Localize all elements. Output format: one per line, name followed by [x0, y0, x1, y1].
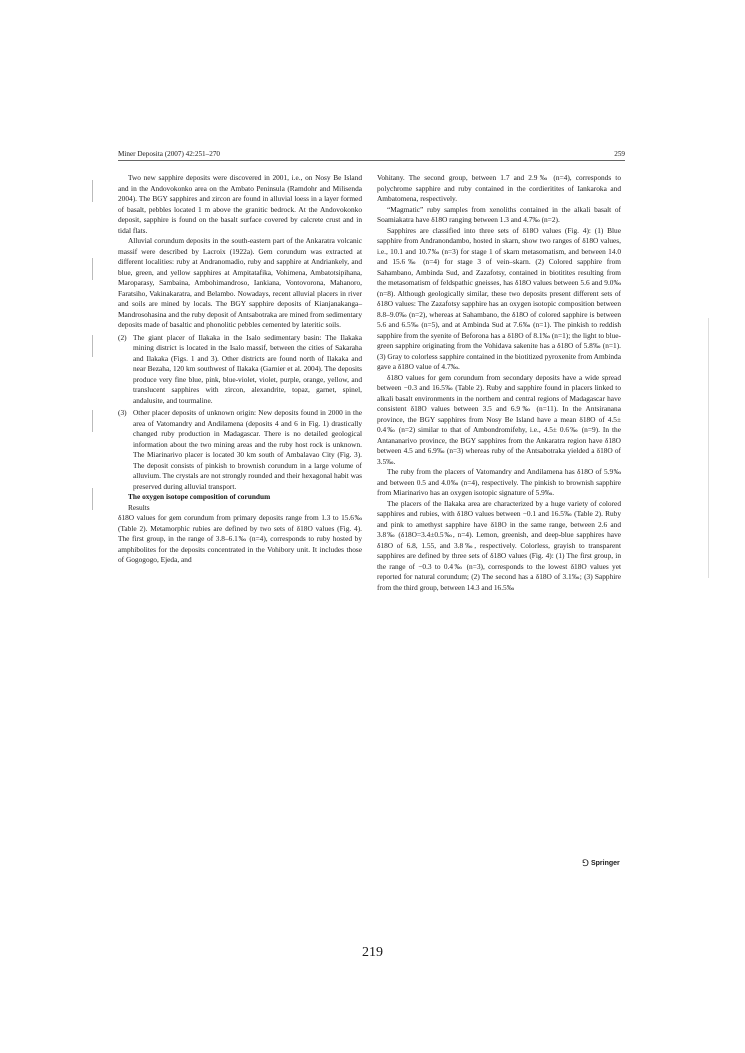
paragraph: The placers of the Ilakaka area are characterized by a huge variety of colored sapphires and rubies, with δ18O values between −0.1 and 16.5‰ (Table 2). Ruby and pink to amethyst sapphire have δ18O in the same range, between 2.6 and 3.8‰ (δ18O=3.4±0.5‰, n=4). Lemon, greenish, and deep-blue sapphires have δ18O of 6.8, 1.55, and 3.8‰, respectively. Colorless, grayish to transparent sapphires are defined by three sets of δ18O values (Fig. 4): (1) The first group, in the range of −0.3 to 0.4‰ (n=3), corresponds to the lowest δ18O values yet reported for natural corundum; (2) The second has a δ18O of 3.1‰; (3) Sapphire from the third group, between 14.3 and 16.5‰ — [377, 498, 621, 592]
list-item-text: Other placer deposits of unknown origin: New deposits found in 2000 in the area of Vatomandry and Andilamena (deposits 4 and 6 in Fig. 1) drastically changed ruby production in Madagascar. There is no detailed geological information about the two mining areas and the ruby host rock is unknown. The Miarinarivo placer is located 30 km south of Ambalavao City (Fig. 3). The deposit consists of pinkish to brownish corundum in a large volume of alluvium. The crystals are not strongly rounded and their hexagonal habit was preserved during alluvial transport. — [133, 408, 362, 491]
journal-citation: Miner Deposita (2007) 42:251–270 — [118, 150, 221, 158]
paragraph: δ18O values for gem corundum from secondary deposits have a wide spread between −0.3 and 16.5‰ (Table 2). Ruby and sapphire found in placers linked to alkali basalt environments in the northern and central regions of Madagascar have consistent δ18O values between 3.5 and 6.9‰ (n=11). In the Antsiranana province, the BGY sapphires from Nosy Be Island have a mean δ18O of 4.5± 0.4‰ (n=2) similar to that of Ambondromifehy, i.e., 4.5± 0.6‰ (n=9). In the Antananarivo province, the BGY sapphires from the Ankaratra region have δ18O between 4.5 and 6.9‰ (n=3) whereas ruby of the Antsabotraka yielded a δ18O of 3.5‰. — [377, 372, 621, 466]
publisher-mark — [582, 858, 620, 869]
list-item — [118, 408, 362, 492]
page-number: 259 — [614, 150, 625, 158]
left-column — [118, 173, 362, 566]
right-column — [377, 173, 621, 593]
paragraph: “Magmatic” ruby samples from xenoliths contained in the alkali basalt of Soamiakatra have δ18O ranging between 1.3 and 4.7‰ (n=2). — [377, 204, 621, 224]
paragraph: Alluvial corundum deposits in the south-eastern part of the Ankaratra volcanic massif were described by Lacroix (1922a). Gem corundum was extracted at different localities: ruby at Andranomadio, ruby and sapphire at Andriankely, and blue, green, and yellow sapphires at Ampitatafika, Vohimena, Ambatotsipihana, Maroparasy, Sambaina, Ambohimandroso, Iankiana, Vontovorona, Mahanoro, Faratsiho, Vakinakaratra, and Belambo. Nowadays, recent alluvial placers in river and soils are mined by locals. The BGY sapphire deposits of Kianjanakanga–Mandrosohasina and the ruby deposit of Antsabotraka are mined from sedimentary deposits made of basaltic and phonolitic pebbles cemented by lateritic soils. — [118, 236, 362, 329]
paragraph: The ruby from the placers of Vatomandry and Andilamena has δ18O of 5.9‰ and between 0.5 and 4.0‰ (n=4), respectively. The pinkish to brownish sapphire from Miarinarivo has an oxygen isotopic signature of 5.9‰. — [377, 467, 621, 497]
folio-number: 219 — [362, 945, 383, 960]
paragraph: Vohitany. The second group, between 1.7 and 2.9‰ (n=4), corresponds to polychrome sapphire and ruby contained in the cordieritites of Iankaroka and Ambatomena, respectively. — [377, 173, 621, 203]
publisher-name: Springer — [590, 860, 620, 867]
springer-horse-icon: ⅁ — [582, 858, 589, 868]
scan-mark — [92, 335, 93, 357]
scan-edge-line — [708, 318, 709, 578]
list-item-number: (2) — [118, 332, 127, 342]
paragraph: Sapphires are classified into three sets of δ18O values (Fig. 4): (1) Blue sapphire from Andranondambo, hosted in skarn, show two ranges of δ18O values, i.e., 10.1 and 10.7‰ (n=3) for stage 1 of skarn metasomatism, and between 14.0 and 15.6‰ (n=4) for stage 3 of vein–skarn. (2) Colored sapphire from Sahambano, Ambinda Sud, and Zazafotsy, contained in biotitites resulting from the metasomatism of feldspathic gneisses, has δ18O values between 5.6 and 9.0‰ (n=8). Although geologically similar, these two deposits present different sets of δ18O values: The Zazafotsy sapphire has an oxygen isotopic composition between 8.8–9.0‰ (n=2), whereas at Sahambano, the δ18O of colored sapphire is between 5.6 and 6.5‰ (n=5), and at Ambinda Sud at 7.6‰ (n=1). The pinkish to reddish sapphire from the syenite of Beforona has a δ18O of 8.1‰ (n=1); the light to blue-green sapphire originating from the Vohidava sakenite has a δ18O of 5.8‰ (n=1). (3) Gray to colorless sapphire contained in the biotitized pyroxenite from Ambinda gave a δ18O value of 4.7‰. — [377, 225, 621, 371]
paragraph: δ18O values for gem corundum from primary deposits range from 1.3 to 15.6‰ (Table 2). Metamorphic rubies are defined by two sets of δ18O values (Fig. 4). The first group, in the range of 3.8–6.1‰ (n=4), corresponds to ruby hosted by amphibolites for the deposits concentrated in the Vohibory unit. It includes those of Gogogogo, Ejeda, and — [118, 513, 362, 564]
list-item — [118, 333, 362, 407]
scan-mark — [92, 180, 93, 202]
scan-mark — [92, 410, 93, 432]
list-item-text: The giant placer of Ilakaka in the Isalo sedimentary basin: The Ilakaka mining district is located in the Isalo massif, between the cities of Sakaraha and Ilakaka (Figs. 1 and 3). Other districts are found north of Ilakaka and near Bezaha, 120 km southwest of Ilakaka (Garnier et al. 2004). The deposits produce very fine blue, pink, blue-violet, violet, purple, orange, yellow, and translucent sapphires with zircon, alexandrite, topaz, garnet, spinel, andalusite, and tourmaline. — [133, 332, 362, 405]
scan-mark — [92, 258, 93, 280]
section-title: The oxygen isotope composition of corundum — [128, 492, 271, 501]
subsection-title: Results — [128, 502, 150, 512]
paragraph: Two new sapphire deposits were discovered in 2001, i.e., on Nosy Be Island and in the Andovokonko area on the Ambato Peninsula (Ramdohr and Milisenda 2004). The BGY sapphires and zircon are found in alluvial loess in a layer formed of basalt, pebbles located 1 m above the granitic bedrock. At the Andovokonko deposit, sapphire is found on the basalt surface covered by calcrete crust and in tidal flats. — [118, 173, 362, 235]
running-header — [118, 150, 625, 161]
list-item-number: (3) — [118, 408, 127, 417]
scan-mark — [92, 488, 93, 510]
